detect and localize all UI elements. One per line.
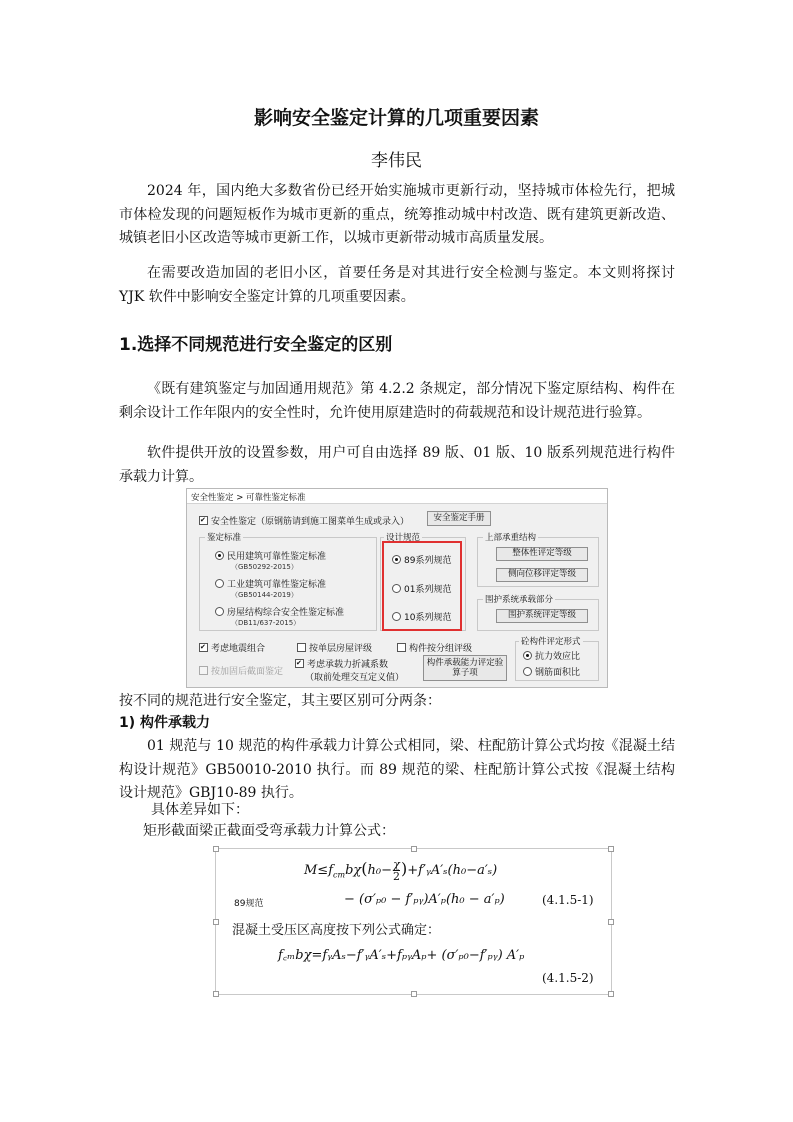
- code-option-10[interactable]: [392, 610, 451, 623]
- safety-appraisal-label: 安全性鉴定（原钢筋请到施工图菜单生成或录入）: [211, 517, 410, 527]
- std-civil-label: 民用建筑可靠性鉴定标准: [227, 552, 327, 562]
- code-89-radio[interactable]: [392, 555, 401, 564]
- single-floor-row[interactable]: [297, 641, 372, 654]
- std-housing-label: 房屋结构综合安全性鉴定标准: [227, 608, 345, 618]
- eq1-frac-den: 2: [393, 870, 401, 883]
- detail-intro: 具体差异如下：: [151, 802, 249, 818]
- seismic-combo-checkbox[interactable]: [199, 643, 208, 652]
- equation-1-top: $M\le f_{cm}b\chi(h_0-$ $\frac{\chi}{2}$ )+f′ᵧA′ₛ(h₀−a′ₛ): [304, 858, 498, 883]
- reinforced-section-label: 按加固后截面鉴定: [211, 667, 284, 677]
- equation-1-number: (4.1.5-1): [542, 893, 594, 907]
- equation-2-number: (4.1.5-2): [542, 971, 594, 985]
- reduction-factor-sublabel: （取前处理交互定义值）: [305, 673, 405, 683]
- reduction-factor-checkbox[interactable]: [295, 659, 304, 668]
- eq1-term-c: +f′ᵧA′ₛ(h₀−a′ₛ): [407, 863, 498, 878]
- member-group-row[interactable]: [397, 641, 472, 654]
- resize-handle[interactable]: [213, 991, 219, 997]
- equation-1-bottom: − (σ′ₚ₀ − f′ₚᵧ)A′ₚ(h₀ − a′ₚ): [344, 892, 505, 907]
- resize-handle[interactable]: [411, 846, 417, 852]
- eq1-term-b: bχ: [345, 863, 362, 878]
- reinforced-section-row[interactable]: [199, 664, 283, 677]
- page-title: 影响安全鉴定计算的几项重要因素: [253, 107, 539, 129]
- section-heading-1: 1.选择不同规范进行安全鉴定的区别: [119, 335, 393, 355]
- resize-handle[interactable]: [608, 846, 614, 852]
- std-civil-radio[interactable]: [215, 551, 224, 560]
- formula-caption: 矩形截面梁正截面受弯承载力计算公式：: [143, 823, 395, 839]
- lateral-displacement-button[interactable]: 侧向位移评定等级: [496, 568, 588, 582]
- std-civil-code: （GB50292-2015）: [231, 563, 298, 571]
- standard-group-label: 鉴定标准: [207, 533, 242, 543]
- code-89-label: 89系列规范: [404, 556, 452, 566]
- section1-paragraph-2: 软件提供开放的设置参数，用户可自由选择 89 版、01 版、10 版系列规范进行构件承载力计算。: [119, 445, 675, 485]
- subheading-member-capacity: 1) 构件承载力: [119, 715, 211, 731]
- seismic-combo-label: 考虑地震组合: [211, 644, 266, 654]
- std-housing-radio[interactable]: [215, 607, 224, 616]
- intro-paragraph-1: 2024 年，国内绝大多数省份已经开始实施城市更新行动，坚持城市体检先行，把城市体检发现的问题短板作为城市更新的重点，统筹推动城中村改造、既有建筑更新改造、城镇老旧小区改造等城市更新工作，以城市更新带动城市高质量发展。: [119, 183, 675, 246]
- eq1-term-h: h₀−: [367, 863, 393, 878]
- eq1-term-M: M≤f: [304, 863, 334, 878]
- code-01-radio[interactable]: [392, 584, 401, 593]
- code-option-01[interactable]: [392, 582, 451, 595]
- formula-image[interactable]: [215, 848, 612, 995]
- member-group-checkbox[interactable]: [397, 643, 406, 652]
- resistance-ratio-radio[interactable]: [523, 651, 532, 660]
- eq1-frac-num: χ: [393, 858, 400, 871]
- form-option-steel[interactable]: [523, 665, 580, 678]
- std-industrial-radio[interactable]: [215, 579, 224, 588]
- dialog-tab-breadcrumb[interactable]: 安全性鉴定 > 可靠性鉴定标准: [187, 489, 607, 504]
- std-option-industrial[interactable]: [215, 577, 326, 600]
- safety-appraisal-checkbox[interactable]: [199, 516, 208, 525]
- enclosure-rating-button[interactable]: 围护系统评定等级: [496, 609, 588, 623]
- form-option-resistance[interactable]: [523, 649, 580, 662]
- reinforced-section-checkbox[interactable]: [199, 666, 208, 675]
- steel-area-label: 钢筋面积比: [535, 668, 581, 678]
- intro-paragraph-2: 在需要改造加固的老旧小区，首要任务是对其进行安全检测与鉴定。本文则将探讨 YJK 软件中影响安全鉴定计算的几项重要因素。: [119, 265, 675, 305]
- code-01-label: 01系列规范: [404, 585, 452, 595]
- integrity-rating-button[interactable]: 整体性评定等级: [496, 547, 588, 561]
- resistance-ratio-label: 抗力效应比: [535, 652, 581, 662]
- resize-handle[interactable]: [213, 919, 219, 925]
- std-industrial-code: （GB50144-2019）: [231, 591, 298, 599]
- resize-handle[interactable]: [608, 919, 614, 925]
- code-10-label: 10系列规范: [404, 613, 452, 623]
- resize-handle[interactable]: [213, 846, 219, 852]
- code-10-radio[interactable]: [392, 612, 401, 621]
- std-option-civil[interactable]: [215, 549, 326, 572]
- formula-mid-text: 混凝土受压区高度按下列公式确定：: [232, 923, 441, 938]
- enclosure-group-label: 围护系统承载部分: [485, 595, 554, 605]
- reduction-factor-label: 考虑承载力折减系数: [307, 660, 389, 670]
- safety-appraisal-checkbox-row[interactable]: [199, 514, 409, 527]
- safety-manual-button[interactable]: 安全鉴定手册: [427, 511, 491, 526]
- code-option-89[interactable]: [392, 553, 451, 566]
- std-option-housing[interactable]: [215, 605, 344, 628]
- code-89-label-formula: 89规范: [234, 899, 264, 909]
- author-name: 李伟民: [371, 151, 422, 171]
- capacity-paragraph: 01 规范与 10 规范的构件承载力计算公式相同，梁、柱配筋计算公式均按《混凝土结构设计规范》GB50010-2010 执行。而 89 规范的梁、柱配筋计算公式按《混凝土结构设计规范》GBJ10-89 执行。: [119, 738, 675, 801]
- resize-handle[interactable]: [608, 991, 614, 997]
- concrete-form-group-label: 砼构件评定形式: [521, 637, 581, 647]
- steel-area-radio[interactable]: [523, 667, 532, 676]
- design-code-group-label: 设计规范: [386, 533, 421, 543]
- settings-dialog-screenshot: [186, 488, 608, 688]
- equation-2: f꜀ₘbχ=fᵧAₛ−f′ᵧA′ₛ+fₚᵧAₚ+ (σ′ₚ₀−f′ₚᵧ) A′ₚ: [278, 948, 525, 963]
- section1-paragraph-1: 《既有建筑鉴定与加固通用规范》第 4.2.2 条规定，部分情况下鉴定原结构、构件在剩余设计工作年限内的安全性时，允许使用原建造时的荷载规范和设计规范进行验算。: [119, 381, 675, 421]
- after-figure-text: 按不同的规范进行安全鉴定，其主要区别可分两条：: [119, 693, 441, 709]
- single-floor-label: 按单层房屋评级: [309, 644, 373, 654]
- seismic-combo-row[interactable]: [199, 641, 265, 654]
- eq1-sub: cm: [333, 870, 346, 880]
- upper-structure-group-label: 上部承重结构: [485, 533, 537, 543]
- member-capacity-verify-button[interactable]: 构件承载能力评定验算子项: [423, 655, 507, 681]
- resize-handle[interactable]: [411, 991, 417, 997]
- reduction-factor-row[interactable]: [295, 657, 404, 683]
- member-group-label: 构件按分组评级: [409, 644, 473, 654]
- std-industrial-label: 工业建筑可靠性鉴定标准: [227, 580, 327, 590]
- single-floor-checkbox[interactable]: [297, 643, 306, 652]
- std-housing-code: （DB11/637-2015）: [231, 619, 301, 627]
